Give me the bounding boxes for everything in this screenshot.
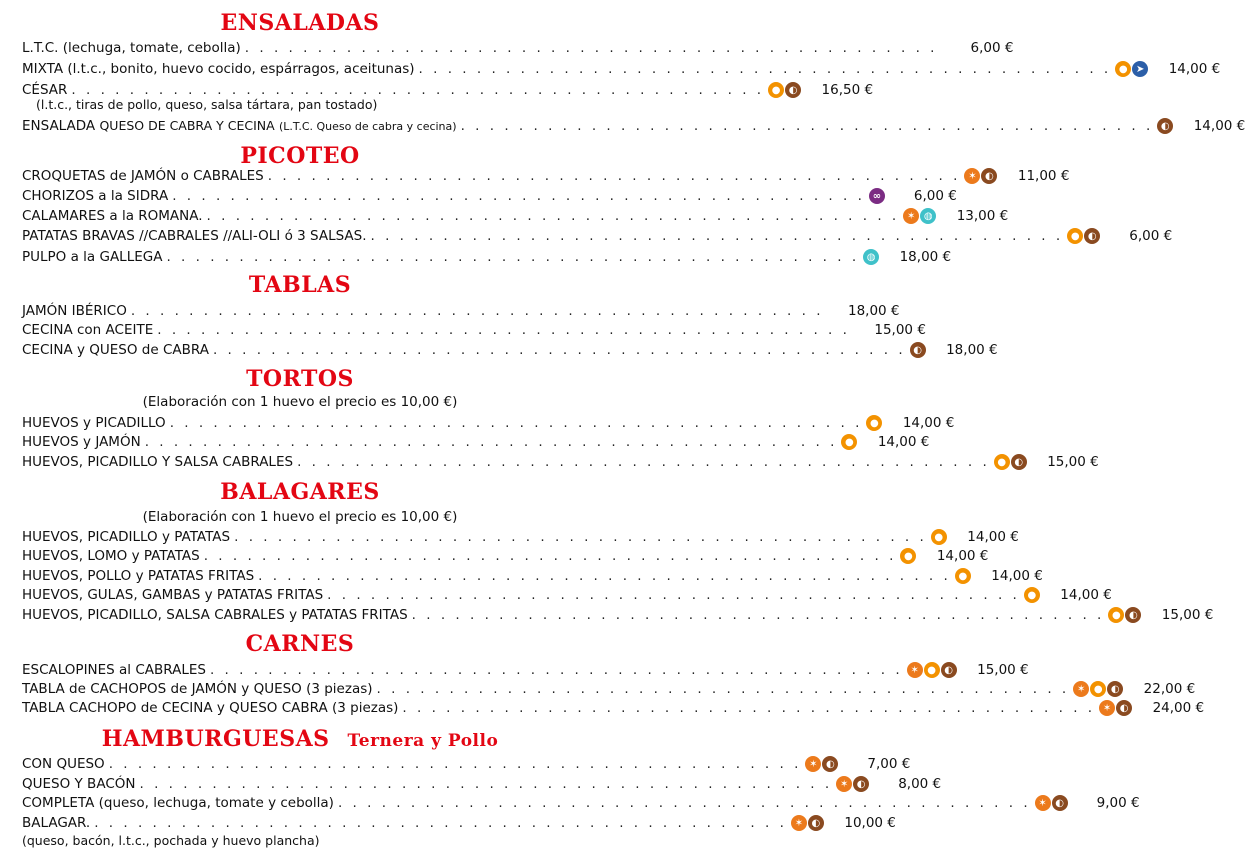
section-title-text: ENSALADAS <box>220 10 380 36</box>
allergen-icons <box>931 529 947 545</box>
egg-icon: ● <box>1090 681 1106 697</box>
menu-item <box>22 754 911 774</box>
allergen-icons <box>768 82 801 98</box>
allergen-icons <box>791 815 824 831</box>
item-detail: (l.t.c., tiras de pollo, queso, salsa tártara, pan tostado) <box>36 97 378 112</box>
leader-dots: . . . . . . . . . . . . . . . . . . . . . . . . . . . . . . . . . . . . . . . . . . . . . . . . <box>327 587 1020 603</box>
item-price: 15,00 € <box>874 322 926 338</box>
leader-dots: . . . . . . . . . . . . . . . . . . . . . . . . . . . . . . . . . . . . . . . . . . . . . . . . <box>244 40 938 56</box>
menu-item <box>22 247 952 267</box>
item-name: CON QUESO <box>22 756 105 772</box>
menu-item <box>22 566 1043 586</box>
item-name: TABLA de CACHOPOS de JAMÓN y QUESO (3 piezas) <box>22 681 373 697</box>
allergen-icons <box>863 249 879 265</box>
leader-dots: . . . . . . . . . . . . . . . . . . . . . . . . . . . . . . . . . . . . . . . . . . . . . . . . <box>258 568 951 584</box>
leader-dots: . . . . . . . . . . . . . . . . . . . . . . . . . . . . . . . . . . . . . . . . . . . . . . . . <box>139 776 833 792</box>
menu-item <box>22 432 930 452</box>
section-note: (Elaboración con 1 huevo el precio es 10,00 €) <box>142 394 458 410</box>
milk-icon: ◐ <box>1011 454 1027 470</box>
leader-dots: . . . . . . . . . . . . . . . . . . . . . . . . . . . . . . . . . . . . . . . . . . . . . . . . <box>203 548 897 564</box>
menu-item <box>22 340 998 360</box>
leader-dots: . . . . . . . . . . . . . . . . . . . . . . . . . . . . . . . . . . . . . . . . . . . . . . . . <box>166 249 860 265</box>
section-title-carnes <box>0 631 600 657</box>
leader-dots: . . . . . . . . . . . . . . . . . . . . . . . . . . . . . . . . . . . . . . . . . . . . . . . . <box>130 303 824 319</box>
allergen-icons <box>869 188 885 204</box>
allergen-icons <box>1067 228 1100 244</box>
leader-dots: . . . . . . . . . . . . . . . . . . . . . . . . . . . . . . . . . . . . . . . . . . . . . . . . <box>144 434 838 450</box>
item-name: CHORIZOS a la SIDRA <box>22 188 169 204</box>
item-price: 6,00 € <box>913 188 957 204</box>
section-title-text: TORTOS <box>246 366 354 392</box>
section-title-hamburguesas <box>0 726 600 754</box>
section-title-text: BALAGARES <box>220 479 380 505</box>
item-price: 15,00 € <box>1161 607 1214 623</box>
menu-item <box>22 813 896 833</box>
leader-dots: . . . . . . . . . . . . . . . . . . . . . . . . . . . . . . . . . . . . . . . . . . . . . . . . <box>418 61 1112 77</box>
section-title-text: TABLAS <box>248 272 352 298</box>
leader-dots: . . . . . . . . . . . . . . . . . . . . . . . . . . . . . . . . . . . . . . . . . . . . . . . . <box>411 607 1105 623</box>
item-name: PATATAS BRAVAS //CABRALES //ALI-OLI ó 3 SALSAS. <box>22 228 367 244</box>
menu-item <box>22 206 1009 226</box>
milk-icon: ◐ <box>853 776 869 792</box>
item-price: 6,00 € <box>1129 228 1173 244</box>
allergen-icons <box>903 208 936 224</box>
gluten-icon: ✶ <box>1035 795 1051 811</box>
leader-dots: . . . . . . . . . . . . . . . . . . . . . . . . . . . . . . . . . . . . . . . . . . . . . . . . <box>71 82 765 98</box>
menu-item <box>22 59 1221 79</box>
section-title-ensaladas <box>0 10 600 36</box>
gluten-icon: ✶ <box>907 662 923 678</box>
milk-icon: ◐ <box>910 342 926 358</box>
item-name: L.T.C. (lechuga, tomate, cebolla) <box>22 40 241 56</box>
leader-dots: . . . . . . . . . . . . . . . . . . . . . . . . . . . . . . . . . . . . . . . . . . . . . . . . <box>212 342 906 358</box>
egg-icon: ● <box>841 434 857 450</box>
section-title-balagares <box>0 479 600 505</box>
milk-icon: ◐ <box>1107 681 1123 697</box>
allergen-icons <box>841 434 857 450</box>
item-price: 14,00 € <box>1193 118 1245 134</box>
menu-item <box>22 793 1140 813</box>
leader-dots: . . . . . . . . . . . . . . . . . . . . . . . . . . . . . . . . . . . . . . . . . . . . . . . . <box>376 681 1070 697</box>
leader-dots: . . . . . . . . . . . . . . . . . . . . . . . . . . . . . . . . . . . . . . . . . . . . . . . . <box>267 168 961 184</box>
milk-icon: ◐ <box>941 662 957 678</box>
egg-icon: ● <box>955 568 971 584</box>
allergen-icons <box>1115 61 1148 77</box>
egg-icon: ● <box>1067 228 1083 244</box>
menu-item <box>22 774 942 794</box>
allergen-icons <box>907 662 957 678</box>
leader-dots: . . . . . . . . . . . . . . . . . . . . . . . . . . . . . . . . . . . . . . . . . . . . . . . . <box>337 795 1031 811</box>
item-price: 7,00 € <box>867 756 911 772</box>
allergen-icons <box>955 568 971 584</box>
leader-dots: . . . . . . . . . . . . . . . . . . . . . . . . . . . . . . . . . . . . . . . . . . . . . . . . <box>370 228 1064 244</box>
menu-item <box>22 320 926 340</box>
allergen-icons <box>1073 681 1123 697</box>
item-name: JAMÓN IBÉRICO <box>22 303 127 319</box>
menu-item <box>22 116 1245 136</box>
leader-dots: . . . . . . . . . . . . . . . . . . . . . . . . . . . . . . . . . . . . . . . . . . . . . . . . <box>209 662 903 678</box>
section-title-tablas <box>0 272 600 298</box>
item-name: TABLA CACHOPO de CECINA y QUESO CABRA (3 piezas) <box>22 700 399 716</box>
gluten-icon: ✶ <box>964 168 980 184</box>
menu-item <box>22 186 957 206</box>
item-name: HUEVOS, GULAS, GAMBAS y PATATAS FRITAS <box>22 587 324 603</box>
menu-item <box>22 452 1099 472</box>
item-price: 8,00 € <box>898 776 942 792</box>
item-price: 6,00 € <box>970 40 1014 56</box>
allergen-icons <box>1157 118 1173 134</box>
gluten-icon: ✶ <box>1099 700 1115 716</box>
item-price: 14,00 € <box>1060 587 1112 603</box>
section-note: (Elaboración con 1 huevo el precio es 10,00 €) <box>142 509 458 525</box>
section-title-tortos <box>0 366 600 392</box>
item-price: 14,00 € <box>967 529 1019 545</box>
item-price: 15,00 € <box>1047 454 1099 470</box>
leader-dots: . . . . . . . . . . . . . . . . . . . . . . . . . . . . . . . . . . . . . . . . . . . . . . . . <box>108 756 802 772</box>
egg-icon: ● <box>931 529 947 545</box>
item-name: HUEVOS, POLLO y PATATAS FRITAS <box>22 568 255 584</box>
milk-icon: ◐ <box>1157 118 1173 134</box>
item-price: 14,00 € <box>902 415 955 431</box>
allergen-icons <box>900 548 916 564</box>
leader-dots: . . . . . . . . . . . . . . . . . . . . . . . . . . . . . . . . . . . . . . . . . . . . . . . . <box>460 118 1154 134</box>
item-price: 24,00 € <box>1152 700 1205 716</box>
milk-icon: ◐ <box>1116 700 1132 716</box>
item-name-note: (L.T.C. Queso de cabra y cecina) <box>279 120 457 133</box>
item-price: 9,00 € <box>1096 795 1140 811</box>
item-price: 16,50 € <box>821 82 874 98</box>
egg-icon: ● <box>768 82 784 98</box>
item-price: 18,00 € <box>847 303 900 319</box>
egg-icon: ● <box>900 548 916 564</box>
leader-dots: . . . . . . . . . . . . . . . . . . . . . . . . . . . . . . . . . . . . . . . . . . . . . . . . <box>94 815 787 831</box>
gluten-icon: ✶ <box>1073 681 1089 697</box>
item-price: 14,00 € <box>991 568 1043 584</box>
egg-icon: ● <box>1024 587 1040 603</box>
item-name-rest: QUESO DE CABRA Y CECINA <box>99 118 275 133</box>
item-name: HUEVOS, LOMO y PATATAS <box>22 548 200 564</box>
item-price: 18,00 € <box>899 249 952 265</box>
menu-item <box>22 585 1112 605</box>
item-price: 11,00 € <box>1017 168 1070 184</box>
allergen-icons <box>1108 607 1141 623</box>
item-price: 22,00 € <box>1143 681 1196 697</box>
fish-icon: ➤ <box>1132 61 1148 77</box>
menu-item <box>22 226 1173 246</box>
item-name: CECINA con ACEITE <box>22 322 154 338</box>
menu-item <box>22 660 1029 680</box>
item-price: 15,00 € <box>977 662 1029 678</box>
egg-icon: ● <box>866 415 882 431</box>
item-price: 14,00 € <box>877 434 930 450</box>
menu-item <box>22 38 1014 58</box>
menu-item <box>22 546 989 566</box>
menu-item <box>22 605 1214 625</box>
leader-dots: . . . . . . . . . . . . . . . . . . . . . . . . . . . . . . . . . . . . . . . . . . . . . . . . <box>157 322 850 338</box>
item-name: BALAGAR. <box>22 815 91 831</box>
gluten-icon: ✶ <box>903 208 919 224</box>
menu-item <box>22 301 900 321</box>
allergen-icons <box>1024 587 1040 603</box>
item-price: 18,00 € <box>946 342 998 358</box>
item-name-main: ENSALADA <box>22 118 96 134</box>
allergen-icons <box>910 342 926 358</box>
leader-dots: . . . . . . . . . . . . . . . . . . . . . . . . . . . . . . . . . . . . . . . . . . . . . . . . <box>297 454 990 470</box>
item-name: CALAMARES a la ROMANA. <box>22 208 203 224</box>
milk-icon: ◐ <box>1052 795 1068 811</box>
menu-item <box>22 166 1070 186</box>
item-price: 14,00 € <box>936 548 989 564</box>
menu-item <box>22 527 1019 547</box>
milk-icon: ◐ <box>808 815 824 831</box>
mollusc-icon: ◍ <box>920 208 936 224</box>
allergen-icons <box>836 776 869 792</box>
item-detail: (queso, bacón, l.t.c., pochada y huevo plancha) <box>22 833 320 848</box>
allergen-icons <box>964 168 997 184</box>
menu-item <box>22 698 1205 718</box>
allergen-icons <box>994 454 1027 470</box>
item-name: PULPO a la GALLEGA <box>22 249 163 265</box>
item-name <box>22 118 457 134</box>
section-subtitle: Ternera y Pollo <box>347 731 499 751</box>
item-name: HUEVOS, PICADILLO y PATATAS <box>22 529 231 545</box>
allergen-icons <box>866 415 882 431</box>
item-price: 10,00 € <box>844 815 896 831</box>
item-name: COMPLETA (queso, lechuga, tomate y cebolla) <box>22 795 334 811</box>
leader-dots: . . . . . . . . . . . . . . . . . . . . . . . . . . . . . . . . . . . . . . . . . . . . . . . . <box>206 208 900 224</box>
item-name: CÉSAR <box>22 82 68 98</box>
leader-dots: . . . . . . . . . . . . . . . . . . . . . . . . . . . . . . . . . . . . . . . . . . . . . . . . <box>172 188 865 204</box>
item-name: HUEVOS, PICADILLO, SALSA CABRALES y PATATAS FRITAS <box>22 607 408 623</box>
item-name: CECINA y QUESO de CABRA <box>22 342 209 358</box>
item-name: ESCALOPINES al CABRALES <box>22 662 206 678</box>
egg-icon: ● <box>994 454 1010 470</box>
item-name: QUESO Y BACÓN <box>22 776 136 792</box>
milk-icon: ◐ <box>822 756 838 772</box>
item-name: HUEVOS, PICADILLO Y SALSA CABRALES <box>22 454 294 470</box>
mollusc-icon: ◍ <box>863 249 879 265</box>
gluten-icon: ✶ <box>805 756 821 772</box>
section-title-text: HAMBURGUESAS <box>101 726 330 752</box>
sulphite-icon: ∞ <box>869 188 885 204</box>
egg-icon: ● <box>1115 61 1131 77</box>
section-title-text: PICOTEO <box>240 143 360 169</box>
milk-icon: ◐ <box>1125 607 1141 623</box>
gluten-icon: ✶ <box>836 776 852 792</box>
egg-icon: ● <box>1108 607 1124 623</box>
leader-dots: . . . . . . . . . . . . . . . . . . . . . . . . . . . . . . . . . . . . . . . . . . . . . . . . <box>402 700 1096 716</box>
milk-icon: ◐ <box>785 82 801 98</box>
gluten-icon: ✶ <box>791 815 807 831</box>
item-name: MIXTA (l.t.c., bonito, huevo cocido, espárragos, aceitunas) <box>22 61 415 77</box>
menu-item <box>22 413 955 433</box>
egg-icon: ● <box>924 662 940 678</box>
allergen-icons <box>1035 795 1068 811</box>
milk-icon: ◐ <box>981 168 997 184</box>
menu-item <box>22 679 1196 699</box>
item-name: HUEVOS y PICADILLO <box>22 415 166 431</box>
allergen-icons <box>805 756 838 772</box>
item-price: 14,00 € <box>1168 61 1221 77</box>
milk-icon: ◐ <box>1084 228 1100 244</box>
leader-dots: . . . . . . . . . . . . . . . . . . . . . . . . . . . . . . . . . . . . . . . . . . . . . . . . <box>234 529 927 545</box>
leader-dots: . . . . . . . . . . . . . . . . . . . . . . . . . . . . . . . . . . . . . . . . . . . . . . . . <box>169 415 863 431</box>
allergen-icons <box>1099 700 1132 716</box>
item-price: 13,00 € <box>956 208 1009 224</box>
item-name: HUEVOS y JAMÓN <box>22 434 141 450</box>
item-name: CROQUETAS de JAMÓN o CABRALES <box>22 168 264 184</box>
section-title-text: CARNES <box>245 631 355 657</box>
